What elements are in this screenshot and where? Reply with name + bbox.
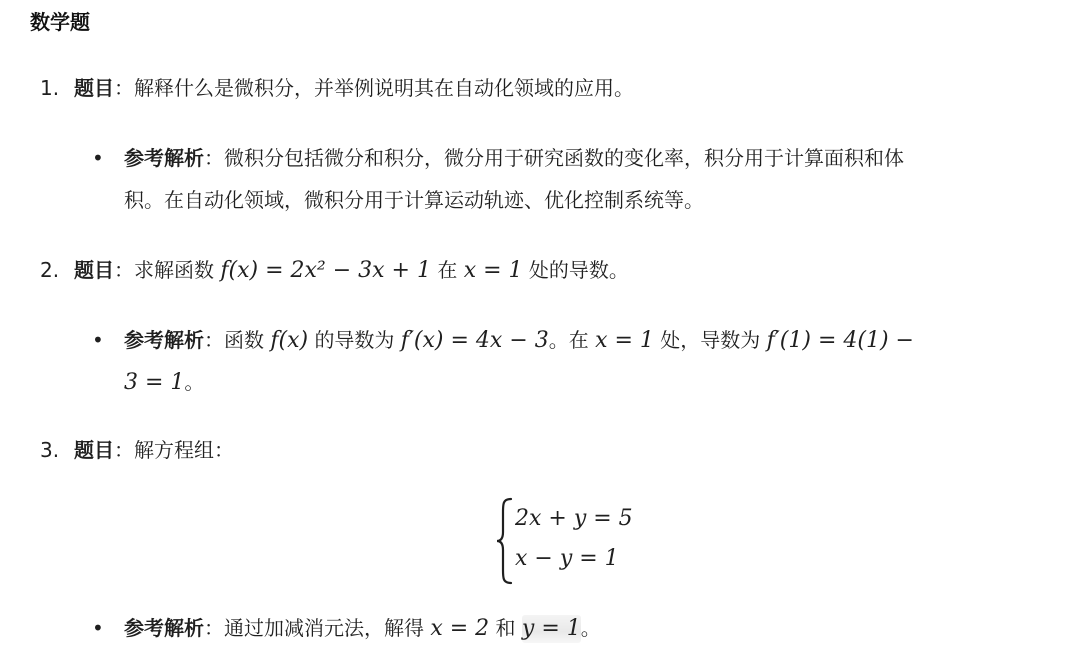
page-title: 数学题 — [30, 10, 90, 34]
analysis-2-line-2 — [124, 368, 204, 397]
equation-2: x − y = 1 — [515, 546, 619, 571]
question-2 — [40, 256, 629, 285]
question-text: 解释什么是微积分，并举例说明其在自动化领域的应用。 — [134, 76, 634, 100]
analysis-text: 通过加减消元法，解得 — [224, 616, 424, 640]
math-expression: 3 = 1 — [124, 370, 185, 395]
analysis-text: 。 — [580, 616, 601, 640]
question-text: 求解函数 — [134, 258, 214, 282]
math-expression: f′(x) = 4x − 3 — [400, 328, 549, 353]
label-separator: ： — [204, 616, 224, 640]
item-number: 2. — [40, 258, 60, 282]
label-separator: ： — [114, 438, 134, 462]
analysis-label: 参考解析 — [124, 146, 204, 170]
math-expression: f(x) — [270, 328, 309, 353]
label-separator: ： — [114, 258, 134, 282]
math-expression: x = 1 — [463, 258, 523, 283]
left-brace-icon — [495, 496, 515, 586]
question-label: 题目 — [74, 258, 114, 282]
analysis-text: 。在 — [548, 328, 589, 352]
bullet-dot: • — [92, 146, 104, 170]
equation-system — [495, 496, 655, 586]
math-expression: f(x) = 2x² − 3x + 1 — [220, 258, 431, 283]
bullet-dot: • — [92, 328, 104, 352]
analysis-text: 的导数为 — [314, 328, 395, 352]
analysis-text: 和 — [495, 616, 516, 640]
math-expression: y = 1 — [521, 616, 581, 641]
analysis-text: 。 — [184, 370, 205, 394]
analysis-label: 参考解析 — [124, 616, 204, 640]
analysis-1-line-1 — [124, 144, 904, 172]
analysis-1-line-2 — [124, 186, 704, 214]
analysis-text: 函数 — [224, 328, 264, 352]
analysis-text: 处，导数为 — [660, 328, 761, 352]
math-expression: x = 2 — [430, 616, 490, 641]
equation-1: 2x + y = 5 — [515, 506, 633, 531]
analysis-3-line-1 — [124, 614, 601, 643]
label-separator: ： — [114, 76, 134, 100]
question-label: 题目 — [74, 76, 114, 100]
analysis-text: 微积分包括微分和积分，微分用于研究函数的变化率，积分用于计算面积和体 — [224, 146, 904, 170]
bullet-dot: • — [92, 616, 104, 640]
math-expression: f′(1) = 4(1) − — [766, 328, 914, 353]
analysis-text: 积。在自动化领域，微积分用于计算运动轨迹、优化控制系统等。 — [124, 188, 704, 212]
question-text: 解方程组： — [134, 438, 234, 462]
question-label: 题目 — [74, 438, 114, 462]
analysis-label: 参考解析 — [124, 328, 204, 352]
label-separator: ： — [204, 328, 224, 352]
item-number: 1. — [40, 76, 60, 100]
label-separator: ： — [204, 146, 224, 170]
math-expression: x = 1 — [595, 328, 654, 353]
question-1 — [40, 74, 634, 102]
question-text: 处的导数。 — [528, 258, 629, 282]
question-text: 在 — [437, 258, 458, 282]
question-3 — [40, 436, 234, 464]
analysis-2-line-1 — [124, 326, 914, 355]
item-number: 3. — [40, 438, 60, 462]
